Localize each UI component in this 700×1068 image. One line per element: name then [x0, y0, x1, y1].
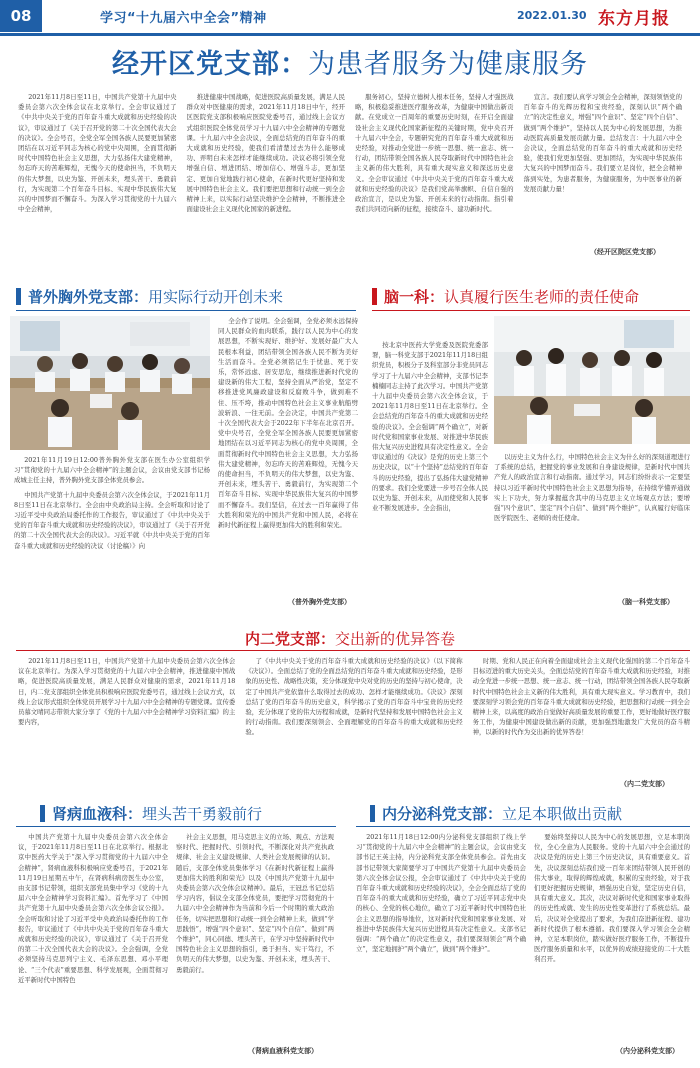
article5-title-rule — [16, 826, 336, 827]
publication-brand: 东方月报 — [598, 9, 670, 29]
article3-left-column — [372, 340, 488, 600]
article1-credit: （经开区院区党支部） — [590, 248, 660, 256]
article1-paragraph: 2021年11月8日至11日，中国共产党第十九届中央委员会第六次全体会议在北京举行。全会审议通过了《中共中央关于党的百年奋斗重大成就和历史经验的决议》，审议通过了《关于召开党的第二十次全国代表大会的决议》。全会号召，全党全军全国各族人民要更加紧密团结在以习近平同志为核心的党中央周围，全面贯彻新时代中国特色社会主义思想，大力弘扬伟大建党精神，勿忘昨天的苦难辉煌，无愧今天的使命担当，不负明天的伟大梦想，以史为鉴、开创未来，埋头苦干、勇毅前行，为实现第二个百年奋斗目标、实现中华民族伟大复兴的中国梦而不懈奋斗。为深入学习贯彻党的十九届六中全会精神， — [18, 93, 177, 214]
article3-title-bar — [372, 288, 377, 305]
article5-title-sub: 埋头苦干勇毅前行 — [142, 805, 263, 823]
article2-paragraph: 全会作了说明。全会强调，全党必须永远保持同人民群众的血肉联系，践行以人民为中心的发展思想，不断实现好、维护好、发展好最广大人民根本利益，团结带领全国各族人民不断为美好生活而奋斗。全党必须铭记生于忧患、死于安乐，常怀远虑、居安思危，继续推进新时代党的建设新的伟大工程，坚持全面从严治党，坚定不移推进党风廉政建设和反腐败斗争，做到难不住、压不垮，推动中国特色社会主义事业航船劈波斩浪、一往无前。全会决定，中国共产党第二十次全国代表大会于2022年下半年在北京召开。党中央号召，全党全军全国各族人民要更加紧密地团结在以习近平同志为核心的党中央周围，全面贯彻新时代中国特色社会主义思想，大力弘扬伟大建党精神，勿忘昨天的苦难辉煌，无愧今天的使命担当，不负明天的伟大梦想，以史为鉴、开创未来，埋头苦干、勇毅前行，为实现第二个百年奋斗目标、实现中华民族伟大复兴的中国梦而不懈奋斗。我们坚信，在过去一百年赢得了伟大胜利和荣光的中国共产党和中国人民，必将在新时代新征程上赢得更加伟大的胜利和荣光。 — [218, 317, 358, 530]
article3-credit: （脑一科党支部） — [618, 598, 674, 606]
article2-left-column — [14, 455, 210, 551]
article5-paragraph: 中国共产党第十九届中央委员会第六次全体会议，于2021年11月8日至11日在北京举行。根据北京中医药大学关于“深入学习贯彻党的十九届六中全会精神”，肾病血液科积极响应党委号召，于2021年11月19日星期五中午，在肾病科病房医生办公室，由支部书记带领，组织支部党员集中学习《党的十九届六中全会精神学习资料汇编》。首先学习了《中国共产党第十九届中央委员会第六次全体会议公报》。全会听取和讨论了习近平受中央政治局委托作的工作报告，审议通过了《中共中央关于党的百年奋斗重大成就和历史经验的决议》，审议通过了《关于召开党的第二十次全国代表大会的决议》。全会强调，全党必须坚持马克思列宁主义、毛泽东思想、邓小平理论、“三个代表”重要思想、科学发展观，全面贯彻习近平新时代中国特色 — [18, 833, 168, 984]
article5-left-column — [18, 832, 168, 1054]
article2-meeting-photo — [10, 316, 210, 450]
article6-title — [382, 803, 622, 824]
article5-credit: （肾病血液科党支部） — [248, 1047, 318, 1055]
article2-title-rule — [16, 310, 356, 311]
page-number: 08 — [0, 0, 42, 32]
article2-title-main: 普外胸外党支部： — [28, 288, 149, 306]
article1-title — [0, 42, 700, 81]
article1-paragraph: 服务初心，坚持立德树人根本任务，坚持人才强医战略，积极稳妥推进医疗服务改革，为健康中国做出新贡献。在党成立一百周年的重要历史时刻，在开启全面建设社会主义现代化国家新征程的关键时期，党中央召开十九届六中全会，专题研究党的百年奋斗重大成就和历史经验，对推动全党进一步统一思想、统一意志、统一行动，团结带领全国各族人民夺取新时代中国特色社会主义新的伟大胜利，具有重大现实意义和深远历史意义。全会审议通过《中共中央关于党的百年奋斗重大成就和历史经验的决议》是我们党高举旗帜、自信自强的政治宣言，是以史为鉴、开创未来的行动指南。指引着我们共同迈向新的征程，接续奋斗、建功新时代。 — [355, 93, 514, 214]
issue-date: 2022.01.30 — [517, 9, 587, 22]
article3-right-column — [494, 452, 690, 592]
article2-title — [28, 286, 283, 307]
article2-paragraph: 中国共产党第十九届中央委员会第六次全体会议，于2021年11月8日至11日在北京举行。全会由中央政治局主持。全会听取和讨论了习近平受中央政治局委托作的工作报告，审议通过了《中共中央关于党的百年奋斗重大成就和历史经验的决议》，审议通过了《关于召开党的第二十次全国代表大会的决议》。习近平就《中共中央关于党的百年奋斗重大成就和历史经验的决议（讨论稿）》向 — [14, 490, 210, 550]
article5-paragraph: 社会主义思想，用马克思主义的立场、观点、方法观察时代、把握时代、引领时代，不断深化对共产党执政规律、社会主义建设规律、人类社会发展规律的认识。随后，支部全体党员集体学习《在新时代新征程上赢得更加伟大的胜利和荣光》以及《中国共产党第十九届中央委员会第六次全体会议精神》。最后，王冠总书记总结学习内容，倡议全支部全体党员，要把学习贯彻党的十九届六中全会精神作为当前和今后一个时期的重大政治任务，切实把思想和行动统一到全会精神上来，做到“学思践悟”，增强“四个意识”、坚定“四个自信”、做到“两个维护”，同心同德、埋头苦干，在学习中坚持新时代中国特色社会主义思想的指引，勇于担当、实干笃行，不负明天的伟大梦想，以史为鉴、开创未来，埋头苦干、勇毅前行。 — [176, 833, 334, 974]
article6-title-main: 内分泌科党支部： — [382, 805, 503, 823]
article1-paragraph: 推进健康中国战略，促进医院高质量发展，满足人民群众对中医健康的需求，2021年11月18日中午，经开区医院党支部积极响应医院党委号召，通过线上会议方式组织医院全体党员学习十九届六中全会精神的专题党课。十九届六中全会决议，全面总结党的百年奋斗的重大成就和历史经验，使我们看清楚过去为什么能够成功、弄明白未来怎样才能继续成功。决议必将引领全党增强自信、增进团结、增加信心、增强斗志，更加坚定、更加自觉地践行初心使命，在新时代更好坚持和发展中国特色社会主义。我们要把思想和行动统一到全会精神上来，以实际行动坚决维护全会精神，不断推进全面建设社会主义现代化国家的新进程。 — [186, 93, 345, 214]
article5-right-column — [176, 832, 334, 1044]
article4-title-main: 内二党支部： — [244, 630, 335, 648]
article6-title-sub: 立足本职做出贡献 — [502, 805, 623, 823]
article4-paragraph: 了《中共中央关于党的百年奋斗重大成就和历史经验的决议》（以下简称《决议》）。全面总结了党的全面总结党的百年奋斗重大成就和历史经验，是形象的历史性、战略性决策，充分体现党中央对党的历史的坚持与初心使命，决定了中国共产党依靠什么取得过去的成功、怎样才能继续成功。《决议》深刻总结了党的百年奋斗的历史意义，科学揭示了党的百年奋斗中宝贵的历史经验，充分体现了党的伟大历程和成就，是新时代坚持和发展中国特色社会主义的行动指南。我们要深刻领会、全面理解党的百年奋斗的重大成就和历史经验。 — [245, 657, 463, 737]
article4-title-sub: 交出新的优异答卷 — [335, 630, 456, 648]
article4-body — [18, 656, 690, 782]
article3-title-sub: 认真履行医生老师的责任使命 — [444, 288, 640, 306]
article4-paragraph: 2021年11月8日至11日，中国共产党第十九届中央委员会第六次全体会议在北京举行。为深入学习贯彻党的十九届六中全会精神，推进健康中国战略，促进医院高质量发展，满足人民群众对健康的需求，2021年11月18日，内二党支部组织全体党员积极响应医院党委号召，通过线上会议方式，以线上会议形式组织全体党员开展学习十九届六中全会精神的专题党课。宣传委员慕文晴同志带领大家分享了《党的十九届六中全会精神学习资料汇编》的主要内容， — [18, 657, 236, 727]
article2-photo-caption: 2021年11月19日12:00普外胸外党支部在医生办公室组织学习“贯彻党的十九届六中全会精神”的主题会议，会议由党支部书记杨成城主任主持，普外胸外党支部全体党员参会。 — [14, 456, 210, 485]
article6-title-bar — [370, 805, 375, 822]
article2-credit: （普外胸外党支部） — [288, 598, 351, 606]
article2-title-sub: 用实际行动开创未来 — [148, 288, 284, 306]
section-title: 学习“十九届六中全会”精神 — [100, 11, 267, 26]
article4-credit: （内二党支部） — [620, 780, 669, 788]
article5-title — [52, 803, 262, 824]
article6-right-column — [534, 832, 690, 1044]
article2-right-column — [218, 316, 358, 606]
article6-paragraph: 2021年11月18日12:00内分泌科党支部组织了线上学习“贯彻党的十九届六中全会精神”的主题会议，会议由党支部书记王英主持，内分泌科党支部全体党员参会。首先由支部书记带领大家简要学习了中国共产党第十九届中央委员会第六次全体会议公报，全会审议通过了《中共中央关于党的百年奋斗重大成就和历史经验的决议》，全会全面总结了党的百年奋斗的重大成就和历史经验，确立了习近平同志党中央的核心、全党的核心地位，确立了习近平新时代中国特色社会主义思想的指导地位，这对新时代党和国家事业发展、对推进中华民族伟大复兴历史进程具有决定性意义。支部书记强调：“两个确立”的决定性意义，我们要深刻领会“两个确立”，坚定地拥护“两个确立”，做到“两个维护”。 — [356, 833, 526, 954]
article1-title-main: 经开区党支部： — [112, 49, 308, 80]
article4-paragraph: 时期、党和人民正在向着全面建成社会主义现代化强国的第二个百年奋斗目标迈进的重大历史关头，全面总结党的百年奋斗重大成就和历史经验，对推动全党进一步统一思想、统一意志、统一行动，团结带领全国各族人民夺取新时代中国特色社会主义新的伟大胜利，具有重大现实意义。学习教育中，我们要深刻学习领会党的百年奋斗重大成就和历史经验，把思想和行动统一到全会精神上来，以高度的政治自觉做好高质量发展的重要工作，更好地做好医疗服务工作，为健康中国建设做出新的贡献，更加强烈地激发广大党员的奋斗精神，以新的时代作为交出新的优异答卷！ — [472, 657, 690, 737]
article3-paragraph: 以历史主义为什么行，中国特色社会主义为什么好的深刻道理进行了系统的总结，把握党的事业发展和自身建设规律，是新时代中国共产党人的政治宣言和行动指南。通过学习，同志们纷纷表示一定要坚持以习近平新时代中国特色社会主义思想为指导，在持续学懂弄通做实上下功夫，努力掌握蕴含其中的马克思主义立场观点方法；要增强“四个意识”、坚定“四个自信”、做到“两个维护”，认真履行好临床医学院医生、老师的责任使命。 — [494, 453, 690, 523]
article3-title-rule — [372, 310, 690, 311]
article3-meeting-photo — [494, 316, 690, 444]
article6-credit: （内分泌科党支部） — [616, 1047, 679, 1055]
article5-title-bar — [40, 805, 45, 822]
article3-title-main: 脑一科： — [384, 288, 445, 306]
article1-title-sub: 为患者服务为健康服务 — [308, 49, 588, 80]
article1-body — [18, 92, 682, 264]
article3-paragraph: 按北京中医药大学党委及医院党委部署，脑一科党支部于2021年11月18日组织党员，积极分子及科室部分非党员同志学习了十九届六中全会精神，支部书记李楠楠同志主持了此次学习。中国共产党第十九届中央委员会第六次全体会议，于2021年11月8日至11日在北京举行。全会总结党的百年奋斗的重大成就和历史经验的决议》。全会强调“两个确立”，对新时代党和国家事业发展、对推进中华民族伟大复兴历史进程具有决定性意义。全会审议通过的《决议》是党的历史上第三个历史决议，以“十个坚持”总结党的百年奋斗的历史经验，提出了弘扬伟大建党精神的要求。我们全党要进一步号召全体人民以史为鉴、开创未来，从而使党和人民事业不断发展进步。全会指出， — [372, 341, 488, 513]
article6-left-column — [356, 832, 526, 1054]
article1-paragraph: 宣言。我们要认真学习领会全会精神，深刻领悟党的百年奋斗的光辉历程和宝贵经验，深刻认识“两个确立”的决定性意义，增强“四个意识”、坚定“四个自信”、做到“两个维护”，坚持以人民为中心的发展思想，为推动医院高质量发展贡献力量。总结发言：十九届六中全会决议，全面总结党的百年奋斗的重大成就和历史经验，使我们党更加坚强、更加团结，为实现中华民族伟大复兴的中国梦而奋斗。我们要立足岗位，把全会精神落到实处，为患者服务，为健康服务，为中医事业的新发展贡献力量！ — [523, 93, 682, 193]
header-rule — [0, 33, 700, 36]
article4-title — [0, 628, 700, 649]
article6-title-rule — [356, 826, 690, 827]
article4-title-rule — [16, 650, 690, 651]
article3-title — [384, 286, 639, 307]
article6-paragraph: 要始终坚持以人民为中心的发展思想，立足本职岗位，全心全意为人民服务。党的十九届六中全会通过的决议是党的历史上第三个历史决议，具有重要意义。首先，决议深刻总结我们党一百年来团结带领人民开创的伟大事业，取得的辉煌成就，积累的宝贵经验，对于我们更好把握历史规律，增强历史自觉，坚定历史自信，具有重大意义。其次，决议对新时代党和国家事业取得的历史性成就、发生的历史性变革进行了系统总结。最后，决议对全党提出了要求，为我们奋进新征程、建功新时代提供了根本遵循。我们要深入学习领会全会精神，立足本职岗位，踏实做好医疗服务工作，不断提升医疗服务质量和水平，以优异的成绩迎接党的二十大胜利召开。 — [534, 833, 690, 964]
article5-title-main: 肾病血液科： — [52, 805, 143, 823]
article2-title-bar — [16, 288, 21, 305]
